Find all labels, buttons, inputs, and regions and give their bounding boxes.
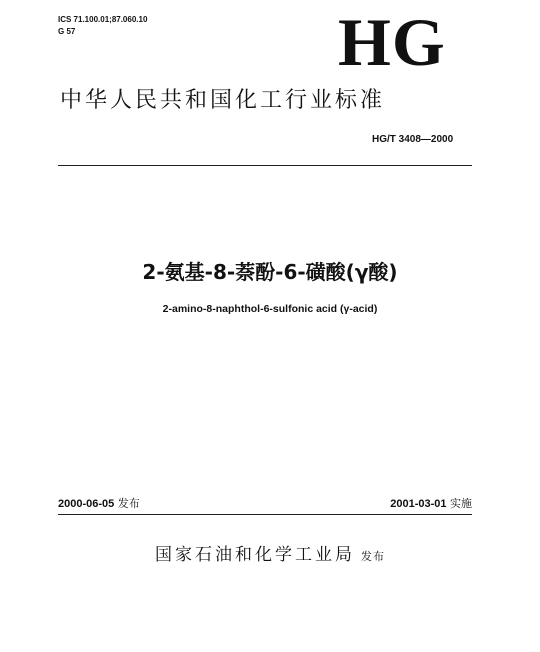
- footer-divider: [58, 514, 472, 515]
- implementation-date: 2001-03-01: [390, 498, 447, 510]
- issue-date: 2000-06-05: [58, 498, 115, 510]
- document-title-english: 2-amino-8-naphthol-6-sulfonic acid (γ-acid): [162, 303, 378, 315]
- publisher-suffix: 发布: [361, 550, 385, 563]
- issue-date-line: [58, 497, 140, 511]
- ics-code: ICS 71.100.01;87.060.10: [58, 15, 148, 24]
- ccs-code: G 57: [58, 27, 76, 36]
- issue-label: 发布: [117, 497, 140, 510]
- standard-number: HG/T 3408—2000: [372, 134, 454, 145]
- organization-title: 中华人民共和国化工行业标准: [60, 88, 386, 113]
- publisher-name: 国家石油和化学工业局: [155, 545, 355, 565]
- classification-codes: [58, 14, 147, 38]
- hg-logo: HG: [338, 4, 446, 80]
- implementation-label: 实施: [450, 497, 472, 510]
- document-title-chinese: 2-氨基-8-萘酚-6-磺酸(γ酸): [142, 260, 398, 284]
- implementation-date-line: [390, 497, 472, 511]
- header-divider: [58, 165, 472, 166]
- publisher-line: [0, 543, 540, 569]
